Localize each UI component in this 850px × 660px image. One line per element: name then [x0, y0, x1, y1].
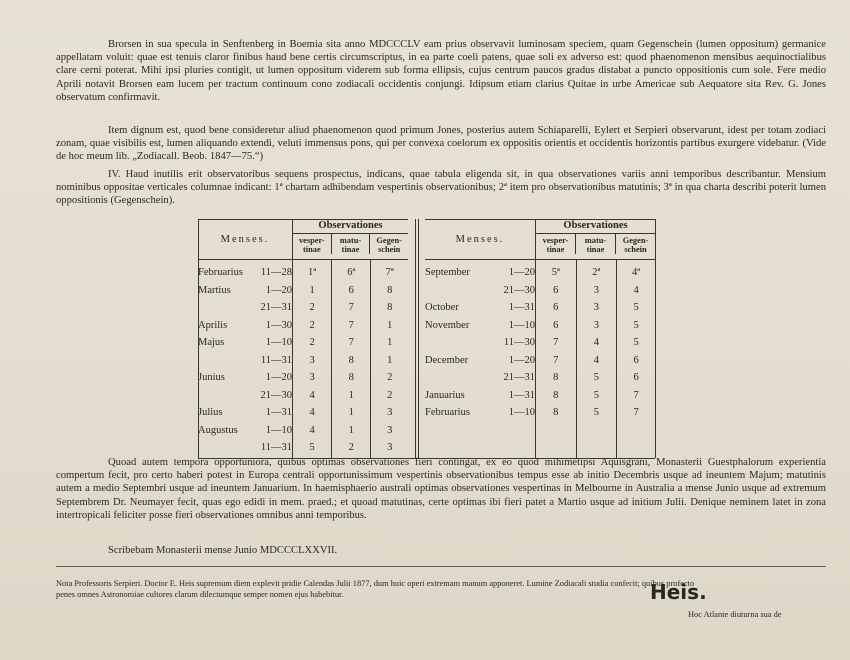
month-name: Aprilis	[198, 319, 228, 331]
gegenschein-value: 1	[387, 354, 393, 366]
months-column	[425, 260, 536, 459]
paragraph-jones	[56, 124, 826, 164]
vespertinae-column	[293, 260, 332, 459]
vespertinae-value: 1	[309, 284, 315, 296]
vespertinae-value: 2	[309, 319, 315, 331]
vespertinae-value: 4	[309, 389, 315, 401]
observation-table-left	[198, 219, 408, 458]
observations-title: Observationes	[536, 220, 655, 234]
gegenschein-value: 8	[387, 284, 393, 296]
matutinae-value: 7	[348, 337, 354, 349]
table-row	[198, 264, 292, 282]
matutinae-value: 3	[593, 284, 599, 296]
table-row	[425, 282, 535, 300]
vespertinae-value: 3	[309, 372, 315, 384]
sub-header-vespertinae: vesper-tinae	[298, 236, 325, 254]
table-row	[198, 334, 292, 352]
matutinae-value: 3	[593, 319, 599, 331]
table-row	[425, 317, 535, 335]
day-range: 1—10	[265, 424, 292, 436]
vespertinae-value: 2	[309, 302, 315, 314]
matutinae-value: 2	[348, 442, 354, 454]
vespertinae-value: 8	[553, 389, 559, 401]
month-name: December	[425, 354, 469, 366]
day-range: 21—30	[503, 284, 535, 296]
matutinae-value: 1	[348, 389, 354, 401]
vespertinae-value: 4	[309, 407, 315, 419]
day-range: 1—31	[508, 389, 535, 401]
table-row	[425, 334, 535, 352]
vespertinae-value: 6	[553, 302, 559, 314]
day-range: 1—10	[508, 407, 535, 419]
matutinae-value: 7	[348, 302, 354, 314]
sub-header-gegenschein: Gegen-schein	[369, 234, 408, 254]
gegenschein-value: 5	[633, 302, 639, 314]
matutinae-value: 5	[593, 407, 599, 419]
month-name: Februarius	[198, 267, 243, 279]
months-column	[198, 260, 293, 459]
matutinae-value: 6	[348, 284, 354, 296]
gegenschein-value: 1	[387, 337, 393, 349]
gegenschein-value: 3	[387, 407, 393, 419]
gegenschein-value: 5	[633, 319, 639, 331]
matutinae-value: 1	[348, 424, 354, 436]
month-name: Augustus	[198, 424, 238, 436]
gegenschein-value: 8	[387, 302, 393, 314]
gegenschein-value: 4	[633, 284, 639, 296]
month-name: Februarius	[425, 407, 470, 419]
table-row	[198, 317, 292, 335]
gegenschein-value: 2	[387, 389, 393, 401]
vespertinae-value: 3	[309, 354, 315, 366]
day-range: 1—10	[508, 319, 535, 331]
day-range: 1—20	[508, 354, 535, 366]
matutinae-value: 5	[593, 389, 599, 401]
table-row	[425, 352, 535, 370]
month-name: Martius	[198, 284, 231, 296]
paragraph-1-text: Brorsen in sua specula in Senftenberg in Boemia sita anno MDCCCLV eam prius observavit luminosam speciem, quam Gegenschein (lumen oppositum) germanice appellatam voluit: quae est tenuis claror finibus haud bene certis circumscriptus, in ea parte coeli patens, quae soli ex adverso est: quod phaenomenon mensibus aequinoctialibus clare cerni poterat. Mihi ipsi pluries contigit, ut lumen oppositum viderem sub forma ellipsis, cujus centrum paucos gradus distabat a puncto oppositionis cum sole. Fere medio Aprili notavit Brorsen eam lucem per tractum continuum cono zodiacali occidentis conjungi. Idipsum etiam clarius Quitae in urbe Americae sub Aequatore sita Rev. G. Jones observatum confirmavit.	[56, 39, 826, 103]
signature-line: Scribebam Monasterii mense Junio MDCCCLXXVII.	[108, 545, 338, 556]
paragraph-3-text: IV. Haud inutilis erit observatoribus sequens prospectus, indicans, quae tabula eligenda sit, in qua observationes variis anni temporibus describantur. Mensium nominibus oppositae verticales columnae indicant: 1ª chartam adhibendam vespertinis observationibus; 2ª item pro observationibus matutinis; 3ª in qua charta describi poterit lumen oppositionis (Gegenschein).	[56, 169, 826, 207]
footnote-text: Nota Professoris Serpieri. Doctor E. Heis supremum diem explevit pridie Calendas Julii 1877, dum huic operi extremam manum apponeret. Lumine Zodiacali studia confecit; quibus profecto penes omnes Astronomiae cultores clarum dilectumque semper nomen ejus habebitur.	[56, 579, 695, 599]
gegenschein-value: 6	[633, 354, 639, 366]
vespertinae-value: 7	[553, 337, 559, 349]
months-header: Menses.	[455, 234, 505, 245]
paragraph-tempora	[56, 456, 826, 522]
table-right-edge	[655, 219, 656, 458]
matutinae-value: 4	[593, 337, 599, 349]
day-range: 11—30	[503, 337, 535, 349]
sub-header-vespertinae: vesper-tinae	[542, 236, 569, 254]
month-name: Majus	[198, 337, 225, 349]
matutinae-value: 3	[593, 302, 599, 314]
vespertinae-value: 2	[309, 337, 315, 349]
day-range: 1—20	[265, 284, 292, 296]
vespertinae-value: 7	[553, 354, 559, 366]
vespertinae-value: 4	[309, 424, 315, 436]
table-row	[198, 387, 292, 405]
matutinae-value: 8	[348, 354, 354, 366]
matutinae-value: 7	[348, 319, 354, 331]
table-row	[198, 282, 292, 300]
month-name: Januarius	[425, 389, 465, 401]
sub-header-gegenschein: Gegen-schein	[615, 234, 655, 254]
month-name: Junius	[198, 372, 225, 384]
table-center-divider	[415, 219, 416, 458]
matutinae-value: 2ª	[592, 267, 601, 279]
vespertinae-value: 6	[553, 319, 559, 331]
day-range: 11—31	[260, 442, 292, 454]
table-row	[198, 404, 292, 422]
sub-header-matutinae: matu-tinae	[575, 234, 615, 254]
months-header: Menses.	[220, 234, 270, 245]
month-name: September	[425, 267, 470, 279]
day-range: 21—31	[260, 302, 292, 314]
gegenschein-value: 1	[387, 319, 393, 331]
gegenschein-column	[371, 260, 408, 459]
paragraph-4-text: Quoad autem tempora opportuniora, quibus optimas observationes fieri contingat, ex eo quod mihimetipsi Aquisgrani, Monasterii Guestphalorum experientia compertum fecit, pro certo haberi potest in Europa centrali opportunissimum vespertinis observationibus tempus esse ab initio Decembris usque ad ineuntem Majum; matutinis autem a medio Septembri usque ad ineuntem Januarium. In haemisphaerio australi optimas observationes vespertinas in Melbourne in Australia a mense Junio usque ad extremum Septembrem Dr. Neumayer fecit, quas ego edidi in mem. praed.; et quoad matutinas, certe optimas ibi fieri patet a Martio usque ad initium Julii. Denique neminem latet in zona intertropicali feliciter posse fieri observationes omnibus anni temporibus.	[56, 457, 826, 521]
table-row	[198, 369, 292, 387]
table-row	[198, 299, 292, 317]
matutinae-value: 6ª	[347, 267, 356, 279]
gegenschein-value: 2	[387, 372, 393, 384]
day-range: 1—30	[265, 319, 292, 331]
table-row	[198, 422, 292, 440]
table-center-divider-double	[418, 219, 419, 458]
gegenschein-value: 3	[387, 424, 393, 436]
gegenschein-value: 4ª	[631, 267, 641, 279]
day-range: 11—28	[260, 267, 292, 279]
table-row	[425, 387, 535, 405]
heis-signature: Heis.	[650, 580, 707, 604]
vespertinae-value: 8	[553, 407, 559, 419]
day-range: 1—10	[265, 337, 292, 349]
observations-title: Observationes	[293, 220, 408, 234]
sub-header-matutinae: matu-tinae	[331, 234, 370, 254]
gegenschein-value: 6	[633, 372, 639, 384]
gegenschein-value: 7ª	[385, 267, 394, 279]
table-row	[198, 352, 292, 370]
paragraph-2-text: Item dignum est, quod bene consideretur aliud phaenomenon quod primum Jones, posterius autem Schiaparelli, Eylert et Serpieri observarunt, idest per totam zodiaci zonam, quae visibilis est, lumen aliquando extendi, veluti immensus pons, qui per convexa coelorum ex oppositis orientis et occidentis horizontis partibus exurgere videbatur. (Vide de hoc meum lib. „Zodiacall. Beob. 1847—75.“)	[56, 125, 826, 163]
paragraph-brorsen	[56, 38, 826, 104]
table-row	[425, 404, 535, 422]
vespertinae-column	[536, 260, 577, 459]
month-name: November	[425, 319, 470, 331]
matutinae-value: 5	[593, 372, 599, 384]
day-range: 21—31	[503, 372, 535, 384]
matutinae-value: 8	[348, 372, 354, 384]
gegenschein-value: 3	[387, 442, 393, 454]
matutinae-column	[332, 260, 371, 459]
day-range: 1—20	[508, 267, 535, 279]
day-range: 11—31	[260, 354, 292, 366]
table-row	[425, 264, 535, 282]
vespertinae-value: 6	[553, 284, 559, 296]
footnote-tail: Hoc Atlante diuturna sua de	[688, 610, 782, 619]
observations-header	[293, 220, 409, 260]
vespertinae-value: 5ª	[551, 267, 560, 279]
day-range: 21—30	[260, 389, 292, 401]
vespertinae-value: 5	[309, 442, 315, 454]
vespertinae-value: 1ª	[308, 267, 317, 279]
observation-table-right	[425, 219, 655, 458]
observations-header	[536, 220, 656, 260]
gegenschein-value: 7	[633, 407, 639, 419]
matutinae-column	[576, 260, 617, 459]
month-name: Julius	[198, 407, 223, 419]
gegenschein-value: 5	[633, 337, 639, 349]
vespertinae-value: 8	[553, 372, 559, 384]
paragraph-iv	[56, 168, 826, 208]
day-range: 1—31	[508, 302, 535, 314]
table-row	[425, 299, 535, 317]
month-name: October	[425, 302, 459, 314]
footnote-rule	[56, 566, 826, 567]
matutinae-value: 4	[593, 354, 599, 366]
gegenschein-value: 7	[633, 389, 639, 401]
day-range: 1—31	[265, 407, 292, 419]
gegenschein-column	[617, 260, 655, 459]
day-range: 1—20	[265, 372, 292, 384]
table-row	[425, 369, 535, 387]
table-left-edge	[198, 219, 199, 458]
matutinae-value: 1	[348, 407, 354, 419]
table-row	[198, 439, 292, 457]
